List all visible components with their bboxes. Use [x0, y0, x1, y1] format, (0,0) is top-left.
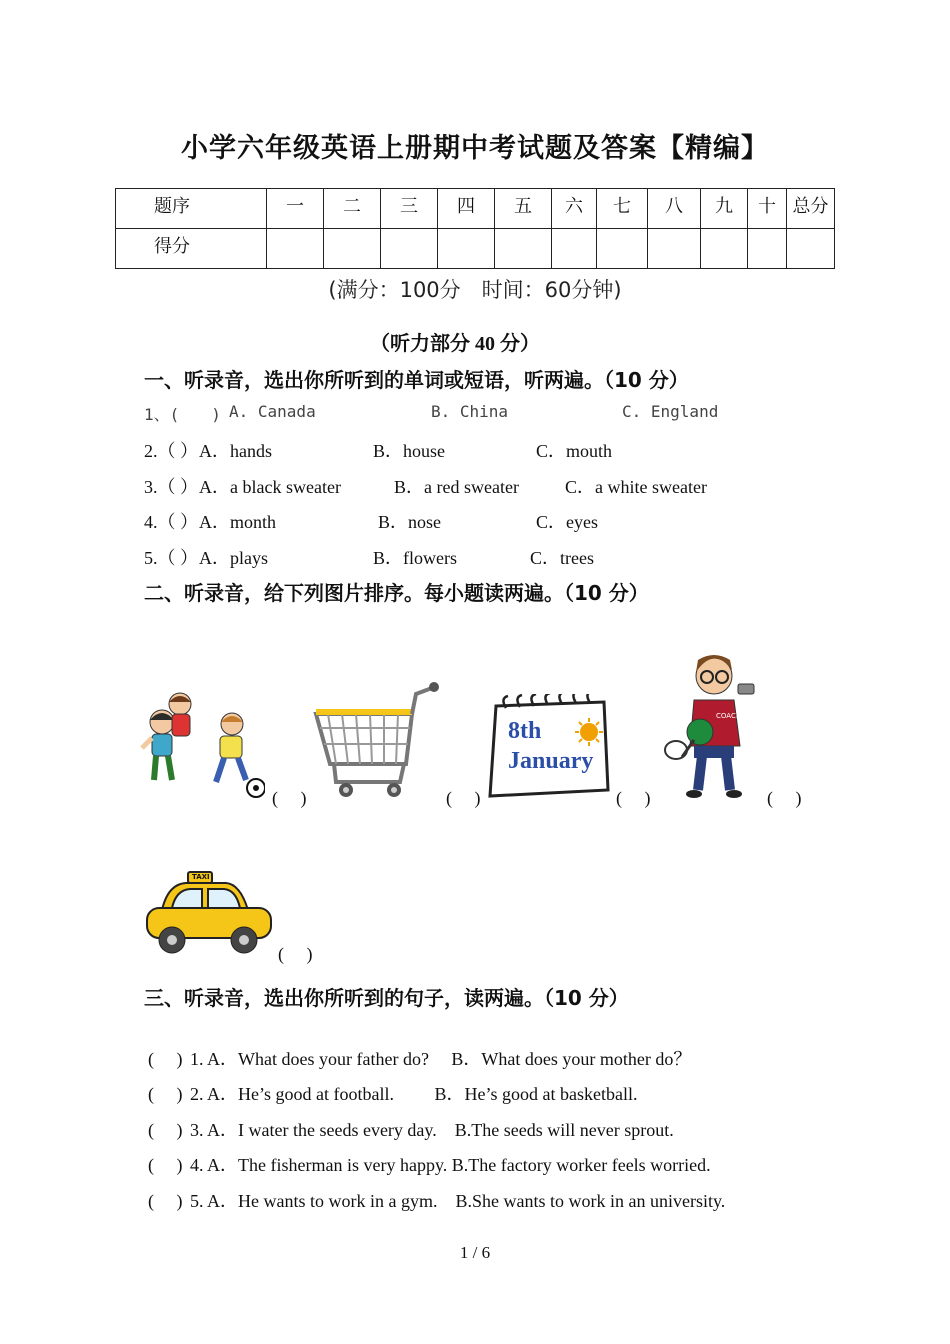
score-cell: 十 [748, 189, 787, 229]
score-input-cell[interactable] [597, 229, 648, 269]
picture3-answer-blank[interactable]: ( ) [616, 788, 651, 808]
s3-q3-text: 3. A．I water the seeds every day. B.The seeds will never sprout. [190, 1120, 674, 1140]
q3-option-a: A．a black sweater [199, 477, 341, 497]
score-cell: 四 [438, 189, 495, 229]
taxi-graphic [144, 870, 274, 958]
s3-q2-text: 2. A．He’s good at football. B．He’s good at basketball. [190, 1084, 638, 1104]
q2-option-a: A．hands [199, 441, 272, 461]
q5-number: 5.（ ） [144, 548, 198, 568]
score-cell: 总分 [787, 189, 835, 229]
score-input-cell[interactable] [648, 229, 701, 269]
score-input-cell[interactable] [748, 229, 787, 269]
q5-option-c: C．trees [530, 548, 594, 568]
s3-q2-paren[interactable]: ( ) [148, 1084, 183, 1104]
q1-option-b: B. China [431, 402, 509, 421]
listening-part-heading: （听力部分 40 分） [370, 333, 540, 355]
calendar-month: January [508, 748, 594, 774]
score-input-cell[interactable] [381, 229, 438, 269]
score-input-cell[interactable] [701, 229, 748, 269]
page-title: 小学六年级英语上册期中考试题及答案【精编】 [181, 133, 769, 164]
coach-image [660, 650, 766, 802]
score-cell: 六 [552, 189, 597, 229]
calendar-day: 8th [508, 718, 542, 744]
score-cell: 七 [597, 189, 648, 229]
q1-option-a: A. Canada [229, 402, 316, 421]
calendar-image [486, 694, 612, 800]
q2-option-c: C．mouth [536, 441, 613, 461]
coach-shirt-label: COACH [716, 712, 742, 720]
score-cell: 二 [324, 189, 381, 229]
s3-q5-paren[interactable]: ( ) [148, 1191, 183, 1211]
taxi-image [144, 870, 274, 958]
coach-graphic [660, 650, 766, 802]
kids-playing-football-image [140, 690, 265, 800]
q2-option-b: B．house [373, 441, 445, 461]
s3-q1-text: 1. A．What does your father do? B．What does your mother do？ [190, 1049, 692, 1069]
score-cell: 五 [495, 189, 552, 229]
q3-option-c: C．a white sweater [565, 477, 707, 497]
q4-option-a: A．month [199, 512, 277, 532]
q4-number: 4.（ ） [144, 512, 198, 532]
score-row-label: 得分 [116, 229, 267, 269]
score-table-score-row [116, 229, 835, 269]
calendar-graphic [486, 694, 612, 800]
s3-q5-text: 5. A．He wants to work in a gym. B.She wants to work in an university. [190, 1191, 726, 1211]
section3-heading: 三、听录音，选出你所听到的句子，读两遍。（10 分） [144, 986, 629, 1010]
q2-number: 2.（ ） [144, 441, 198, 461]
s3-q1-paren[interactable]: ( ) [148, 1049, 183, 1069]
q3-option-b: B．a red sweater [394, 477, 519, 497]
score-cell: 八 [648, 189, 701, 229]
picture1-answer-blank[interactable]: ( ) [272, 788, 307, 808]
picture2-answer-blank[interactable]: ( ) [446, 788, 481, 808]
score-table-header-row [116, 189, 835, 229]
section2-heading: 二、听录音，给下列图片排序。每小题读两遍。（10 分） [144, 581, 649, 605]
q4-option-c: C．eyes [536, 512, 598, 532]
score-input-cell[interactable] [552, 229, 597, 269]
taxi-sign-text: TAXI [192, 873, 210, 881]
exam-meta: (满分：100分 时间：60分钟) [328, 278, 622, 302]
s3-q3-paren[interactable]: ( ) [148, 1120, 183, 1140]
q1-option-c: C. England [622, 402, 719, 421]
section1-heading: 一、听录音，选出你所听到的单词或短语，听两遍。（10 分） [144, 368, 689, 392]
score-input-cell[interactable] [267, 229, 324, 269]
q5-option-a: A．plays [199, 548, 268, 568]
page-number: 1 / 6 [459, 1243, 491, 1262]
shopping-cart-image [312, 678, 444, 802]
picture4-answer-blank[interactable]: ( ) [767, 788, 802, 808]
q3-number: 3.（ ） [144, 477, 198, 497]
score-input-cell[interactable] [495, 229, 552, 269]
s3-q4-text: 4. A．The fisherman is very happy. B.The factory worker feels worried. [190, 1155, 711, 1175]
q4-option-b: B．nose [378, 512, 441, 532]
q1-number: 1、( ) [144, 405, 221, 424]
q5-option-b: B．flowers [373, 548, 457, 568]
score-cell: 三 [381, 189, 438, 229]
score-cell: 题序 [116, 189, 267, 229]
s3-q4-paren[interactable]: ( ) [148, 1155, 183, 1175]
score-input-cell[interactable] [438, 229, 495, 269]
score-input-cell[interactable] [787, 229, 835, 269]
score-input-cell[interactable] [324, 229, 381, 269]
score-table [115, 188, 835, 269]
picture5-answer-blank[interactable]: ( ) [278, 944, 313, 964]
score-cell: 九 [701, 189, 748, 229]
score-cell: 一 [267, 189, 324, 229]
